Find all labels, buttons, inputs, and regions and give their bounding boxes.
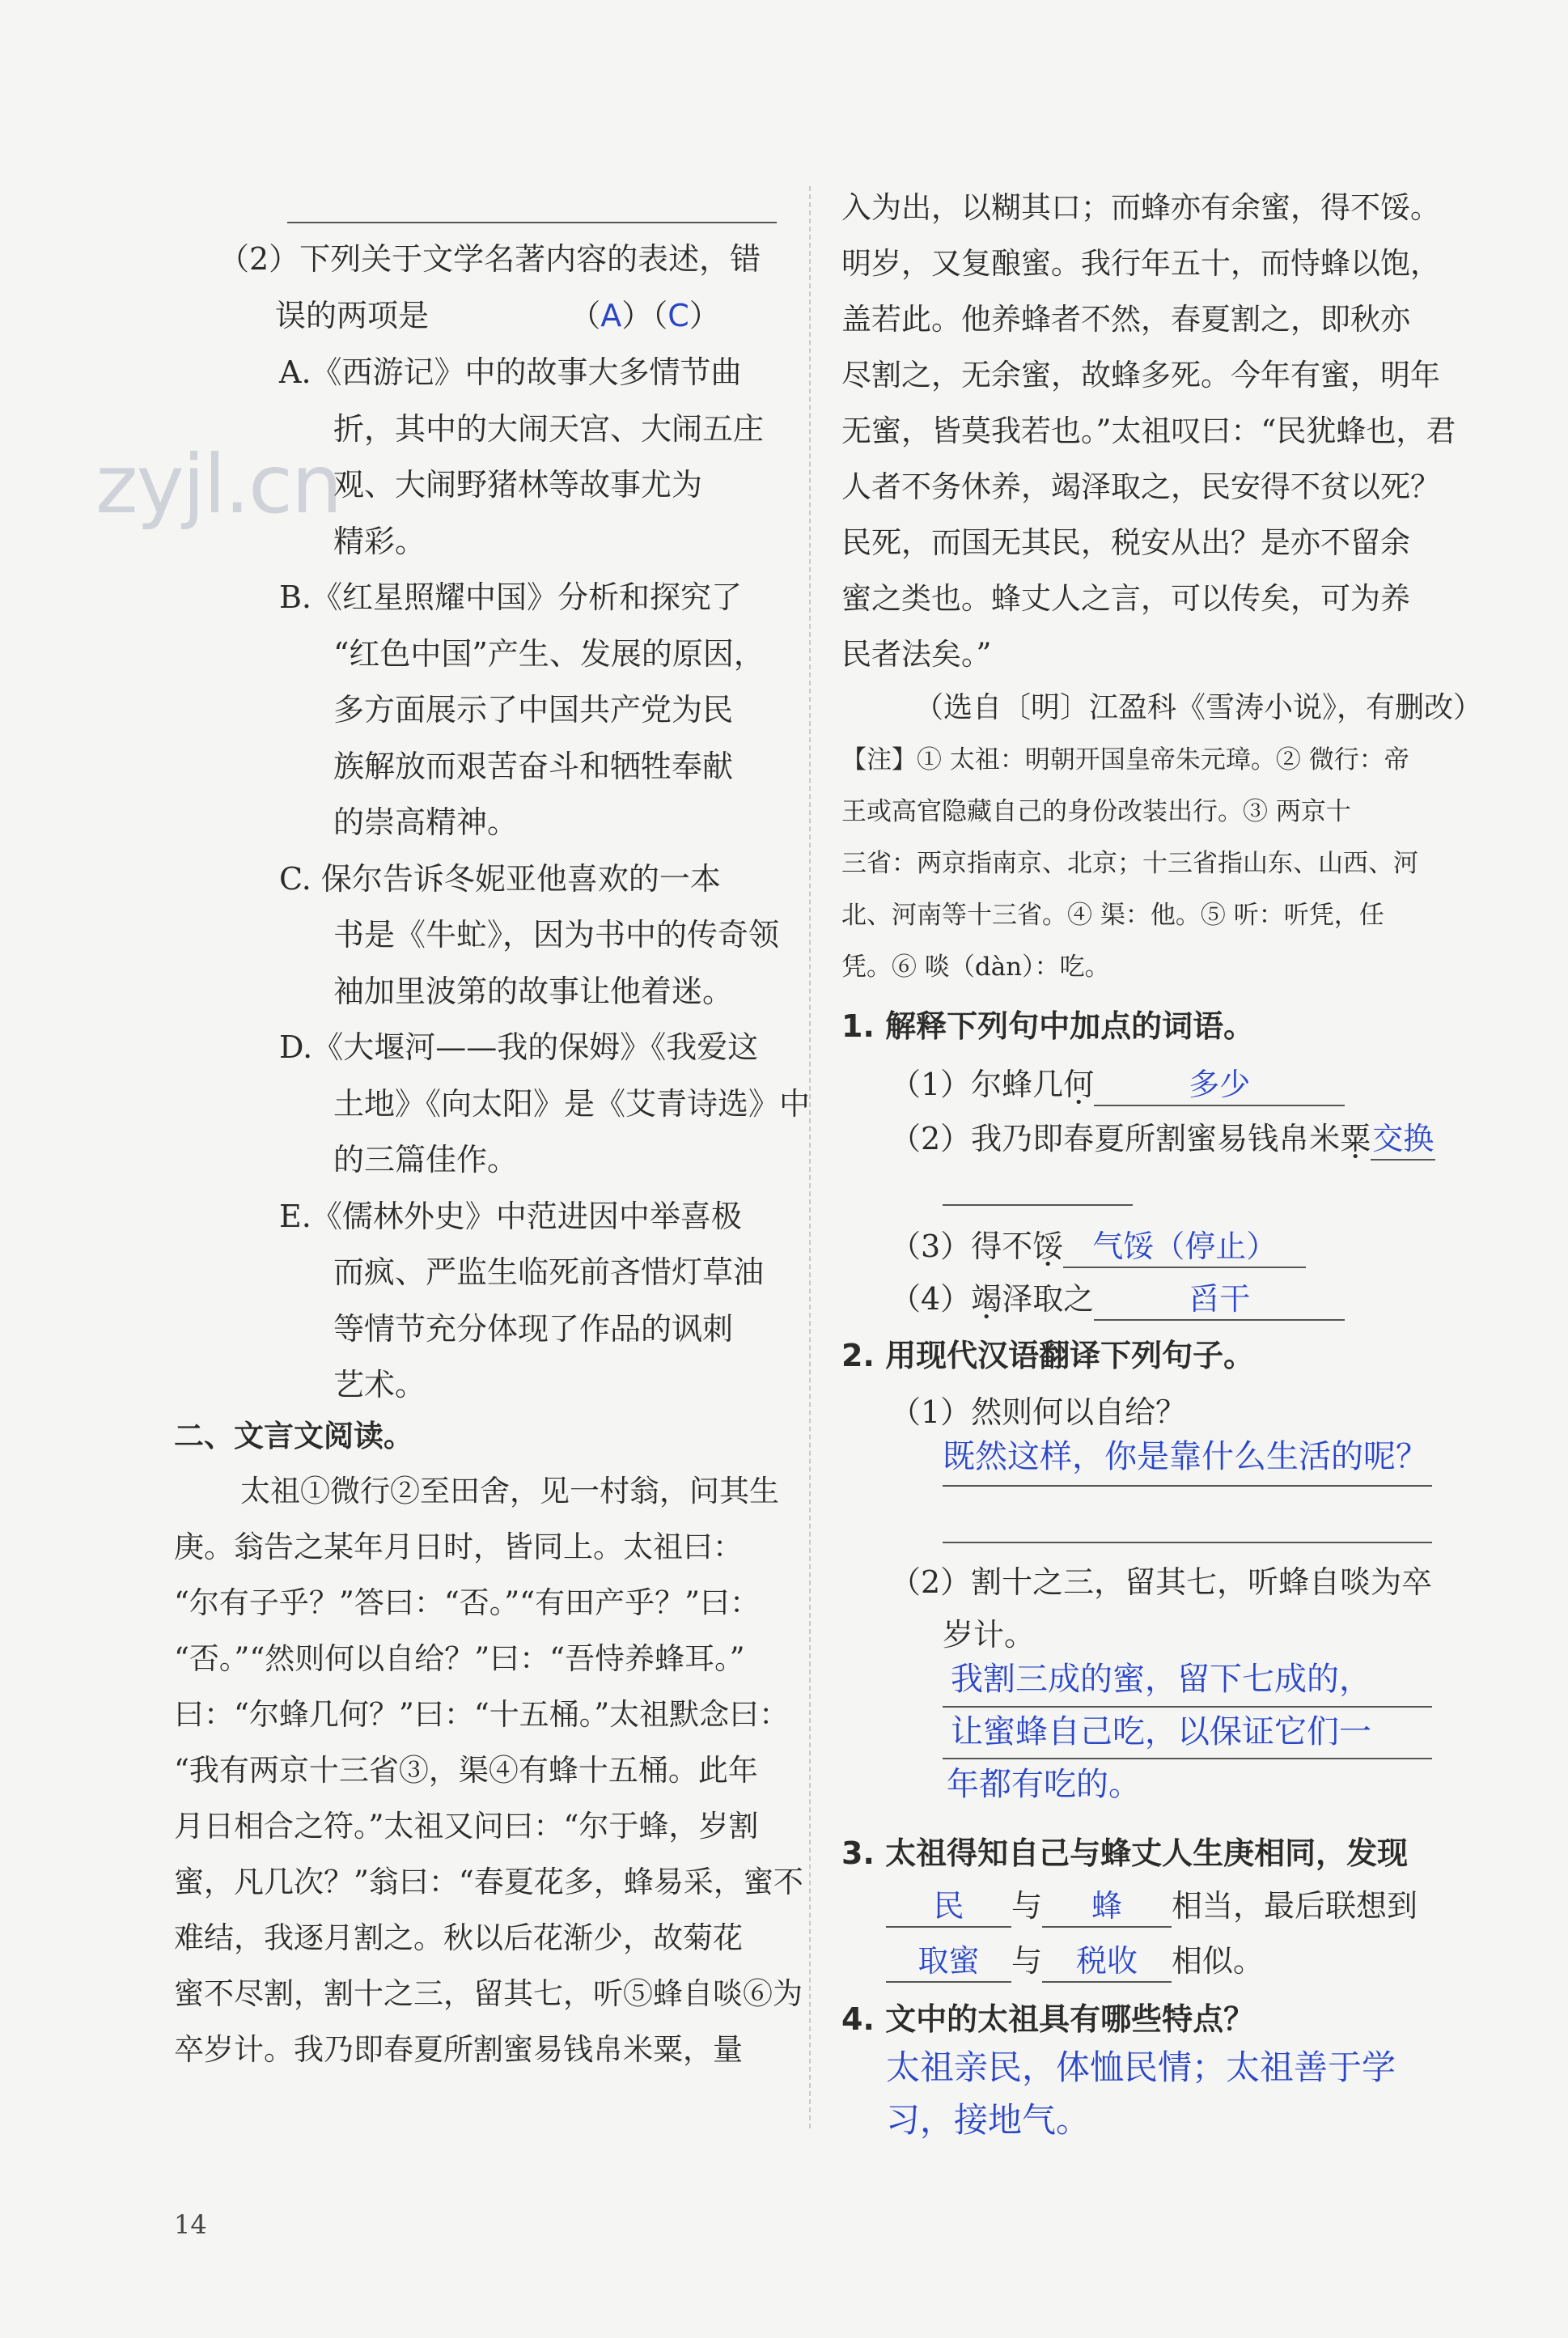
lpassage-line: 庚。翁告之某年月日时，皆同上。太祖曰： — [174, 1530, 743, 1564]
opts-line: 书是《牛虻》，因为书中的传奇领 — [333, 917, 780, 953]
notes-line: 三省：两京指南京、北京；十三省指山东、山西、河 — [841, 849, 1418, 878]
q2-stem-line2: 误的两项是 （A）（C） — [275, 298, 720, 333]
q1-item-3: （3）得不馁 气馁（停止） — [890, 1226, 1306, 1268]
q3-answer-3: 取蜜 — [886, 1941, 1011, 1983]
opts-line: B.《红星照耀中国》分析和探究了 — [279, 579, 743, 615]
opts-line: 土地》《向太阳》是《艾青诗选》中 — [333, 1085, 811, 1122]
q2-translate-item-2a: （2）割十之三，留其七，听蜂自啖为卒 — [890, 1564, 1433, 1600]
q1-answer-3: 气馁（停止） — [1063, 1226, 1306, 1268]
opts-line: 的崇高精神。 — [333, 804, 519, 840]
notes-line: 北、河南等十三省。④ 渠：他。⑤ 听：听凭，任 — [841, 901, 1384, 930]
rpassage-line: 民者法矣。” — [841, 637, 992, 672]
q1-answer-1: 多少 — [1094, 1064, 1345, 1106]
lpassage-line: 月日相合之符。”太祖又问曰：“尔于蜂，岁割 — [174, 1809, 759, 1844]
question-3: 3. 太祖得知自己与蜂丈人生庚相同，发现 — [841, 1835, 1409, 1871]
q2-translate-answer-2c: 年都有吃的。 — [947, 1766, 1141, 1803]
section-title: 二、文言文阅读。 — [174, 1419, 413, 1453]
q1-answer-4: 舀干 — [1094, 1279, 1345, 1321]
rpassage-line: 盖若此。他养蜂者不然，春夏割之，即秋亦 — [841, 302, 1410, 337]
lpassage-line: 蜜，凡几次？”翁曰：“春夏花多，蜂易采，蜜不 — [174, 1865, 803, 1899]
q2-answer-1: A — [600, 298, 622, 333]
opts-line: D.《大堰河——我的保姆》《我爱这 — [279, 1029, 759, 1065]
rpassage-line: 入为出，以糊其口；而蜂亦有余蜜，得不馁。 — [841, 190, 1440, 225]
q2-translate-answer-1: 既然这样，你是靠什么生活的呢？ — [943, 1438, 1428, 1475]
opts-line: 多方面展示了中国共产党为民 — [333, 692, 734, 728]
opts-line: 折，其中的大闹天宫、大闹五庄 — [333, 410, 765, 447]
opts-line: C. 保尔告诉冬妮亚他喜欢的一本 — [279, 860, 721, 897]
question-4: 4. 文中的太祖具有哪些特点？ — [841, 2001, 1255, 2037]
q1-item-4: （4）竭泽取之 舀干 — [890, 1279, 1345, 1321]
lpassage-line: 太祖①微行②至田舍，见一村翁，问其生 — [240, 1474, 779, 1508]
opts-line: E.《儒林外史》中范进因中举喜极 — [279, 1198, 742, 1234]
lpassage-line: “否。”“然则何以自给？”曰：“吾恃养蜂耳。” — [174, 1641, 745, 1676]
answer-line — [943, 1706, 1432, 1708]
question-3-line2: 民 与 蜂 相当，最后联想到 — [886, 1886, 1418, 1928]
column-divider — [809, 186, 811, 2128]
q2-translate-answer-2a: 我割三成的蜜，留下七成的， — [951, 1661, 1371, 1698]
question-2: 2. 用现代汉语翻译下列句子。 — [841, 1338, 1255, 1373]
lpassage-line: 卒岁计。我乃即春夏所割蜜易钱帛米粟，量 — [174, 2032, 743, 2067]
answer-line — [943, 1542, 1432, 1543]
rpassage-line: 蜜之类也。蜂丈人之言，可以传矣，可为养 — [841, 581, 1410, 616]
lpassage-line: 难结，我逐月割之。秋以后花渐少，故菊花 — [174, 1920, 743, 1955]
rpassage-line: 人者不务休养，竭泽取之，民安得不贫以死？ — [841, 469, 1440, 504]
answer-line — [943, 1758, 1432, 1759]
opts-line: 等情节充分体现了作品的讽刺 — [333, 1310, 734, 1347]
q3-answer-1: 民 — [886, 1886, 1011, 1928]
opts-line: A.《西游记》中的故事大多情节曲 — [279, 354, 742, 390]
q2-stem-line1: （2）下列关于文学名著内容的表述，错 — [218, 241, 761, 277]
answer-line-top — [287, 222, 777, 223]
opts-line: 的三篇佳作。 — [333, 1142, 519, 1177]
q2-answer-2: C — [667, 298, 689, 333]
page-number: 14 — [174, 2209, 207, 2240]
lpassage-line: “我有两京十三省③，渠④有蜂十五桶。此年 — [174, 1753, 758, 1788]
notes-line: 王或高官隐藏自己的身份改装出行。③ 两京十 — [841, 797, 1351, 826]
q4-answer-line2: 习，接地气。 — [886, 2100, 1091, 2140]
q2-translate-item-2b: 岁计。 — [943, 1617, 1036, 1653]
q1-item-2: （2）我乃即春夏所割蜜易钱帛米粟交换 — [890, 1118, 1435, 1161]
opts-line: 观、大闹野猪林等故事尤为 — [333, 467, 703, 503]
notes-line: 【注】① 太祖：明朝开国皇帝朱元璋。② 微行：帝 — [841, 745, 1409, 774]
opts-line: 而疯、严监生临死前吝惜灯草油 — [333, 1254, 765, 1290]
opts-line: 袖加里波第的故事让他着迷。 — [333, 973, 734, 1009]
q3-answer-2: 蜂 — [1042, 1886, 1172, 1928]
lpassage-line: 曰：“尔蜂几何？”曰：“十五桶。”太祖默念曰： — [174, 1697, 790, 1732]
q4-answer-line1: 太祖亲民，体恤民情；太祖善于学 — [886, 2047, 1396, 2087]
lpassage-line: “尔有子乎？”答曰：“否。”“有田产乎？”曰： — [174, 1585, 760, 1620]
watermark: zyjl.cn — [95, 437, 341, 532]
rpassage-line: 尽割之，无余蜜，故蜂多死。今年有蜜，明年 — [841, 358, 1440, 392]
answer-line — [943, 1485, 1432, 1487]
q3-answer-4: 税收 — [1042, 1941, 1172, 1983]
opts-line: 艺术。 — [333, 1367, 426, 1402]
q1-answer-2: 交换 — [1371, 1118, 1435, 1161]
rpassage-line: 明岁，又复酿蜜。我行年五十，而恃蜂以饱， — [841, 246, 1440, 281]
opts-line: 精彩。 — [333, 523, 426, 559]
opts-line: “红色中国”产生、发展的原因， — [333, 635, 765, 672]
opts-line: 族解放而艰苦奋斗和牺牲奉献 — [333, 748, 734, 784]
notes-line: 凭。⑥ 啖（dàn）：吃。 — [841, 953, 1110, 982]
question-1: 1. 解释下列句中加点的词语。 — [841, 1008, 1255, 1044]
rpassage-line: 无蜜，皆莫我若也。”太祖叹曰：“民犹蜂也，君 — [841, 414, 1456, 448]
q1-answer-2-line — [943, 1204, 1133, 1206]
q1-item-1: （1）尔蜂几何 多少 — [890, 1064, 1345, 1106]
rpassage-line: 民死，而国无其民，税安从出？是亦不留余 — [841, 525, 1410, 560]
lpassage-line: 蜜不尽割，割十之三，留其七，听⑤蜂自啖⑥为 — [174, 1976, 803, 2011]
q2-translate-answer-2b: 让蜜蜂自己吃，以保证它们一 — [951, 1713, 1371, 1750]
source-citation: （选自〔明〕江盈科《雪涛小说》，有删改） — [914, 691, 1483, 724]
q2-translate-item-1: （1）然则何以自给？ — [890, 1394, 1187, 1430]
question-3-line3: 取蜜 与 税收 相似。 — [886, 1941, 1264, 1983]
